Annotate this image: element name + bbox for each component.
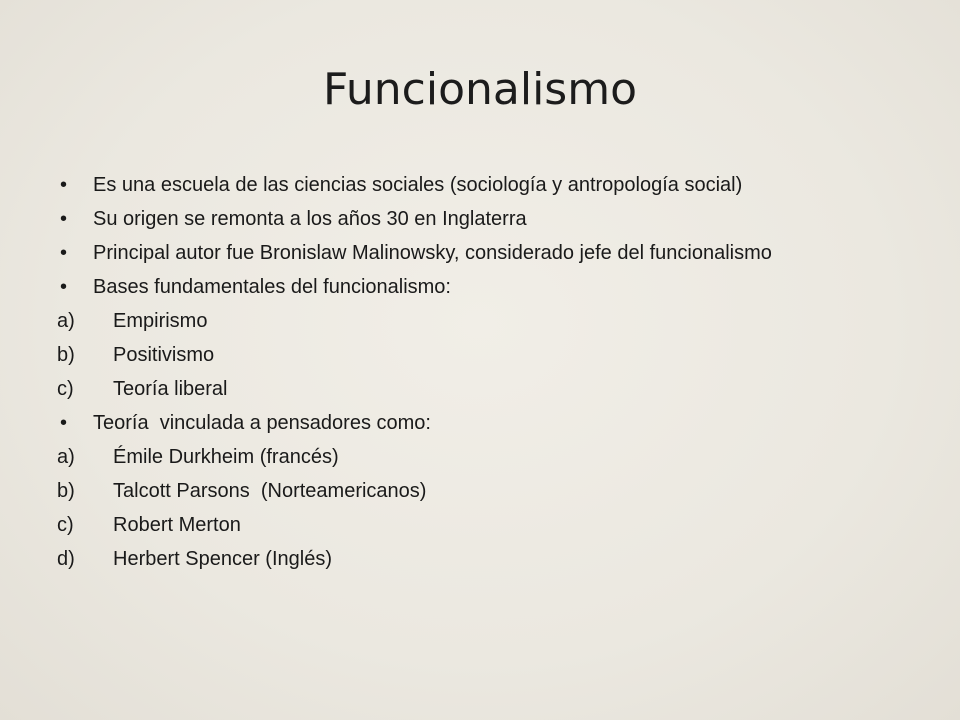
list-item-text: Empirismo: [113, 310, 208, 332]
bullet-marker: •: [60, 174, 68, 196]
list-item-text: Positivismo: [113, 344, 215, 366]
letter-marker: c): [57, 378, 74, 400]
list-item-text: Es una escuela de las ciencias sociales (sociología y antropología social): [93, 174, 743, 196]
list-item-text: Émile Durkheim (francés): [113, 446, 339, 468]
list-item: [57, 444, 903, 470]
letter-marker: a): [57, 446, 75, 468]
slide-body: [57, 172, 903, 580]
list-item: [57, 308, 903, 334]
letter-marker: b): [57, 344, 75, 366]
list-item-text: Talcott Parsons (Norteamericanos): [113, 480, 427, 502]
list-item-text: Su origen se remonta a los años 30 en Inglaterra: [93, 208, 527, 230]
list-item: [57, 546, 903, 572]
letter-marker: c): [57, 514, 74, 536]
list-item: [57, 342, 903, 368]
letter-marker: b): [57, 480, 75, 502]
list-item: [57, 410, 903, 436]
bullet-marker: •: [60, 208, 68, 230]
list-item-text: Principal autor fue Bronislaw Malinowsky, considerado jefe del funcionalismo: [93, 242, 772, 264]
letter-marker: d): [57, 548, 75, 570]
list-item: [57, 478, 903, 504]
bullet-marker: •: [60, 412, 68, 434]
list-item-text: Robert Merton: [113, 514, 241, 536]
list-item: [57, 240, 903, 266]
list-item: [57, 376, 903, 402]
bullet-marker: •: [60, 276, 68, 298]
list-item-text: Teoría vinculada a pensadores como:: [93, 412, 431, 434]
list-item-text: Bases fundamentales del funcionalismo:: [93, 276, 451, 298]
bullet-marker: •: [60, 242, 68, 264]
slide-title: Funcionalismo: [322, 64, 637, 115]
list-item: [57, 172, 903, 198]
list-item-text: Herbert Spencer (Inglés): [113, 548, 332, 570]
list-item: [57, 274, 903, 300]
list-item: [57, 206, 903, 232]
list-item: [57, 512, 903, 538]
letter-marker: a): [57, 310, 75, 332]
list-item-text: Teoría liberal: [113, 378, 228, 400]
